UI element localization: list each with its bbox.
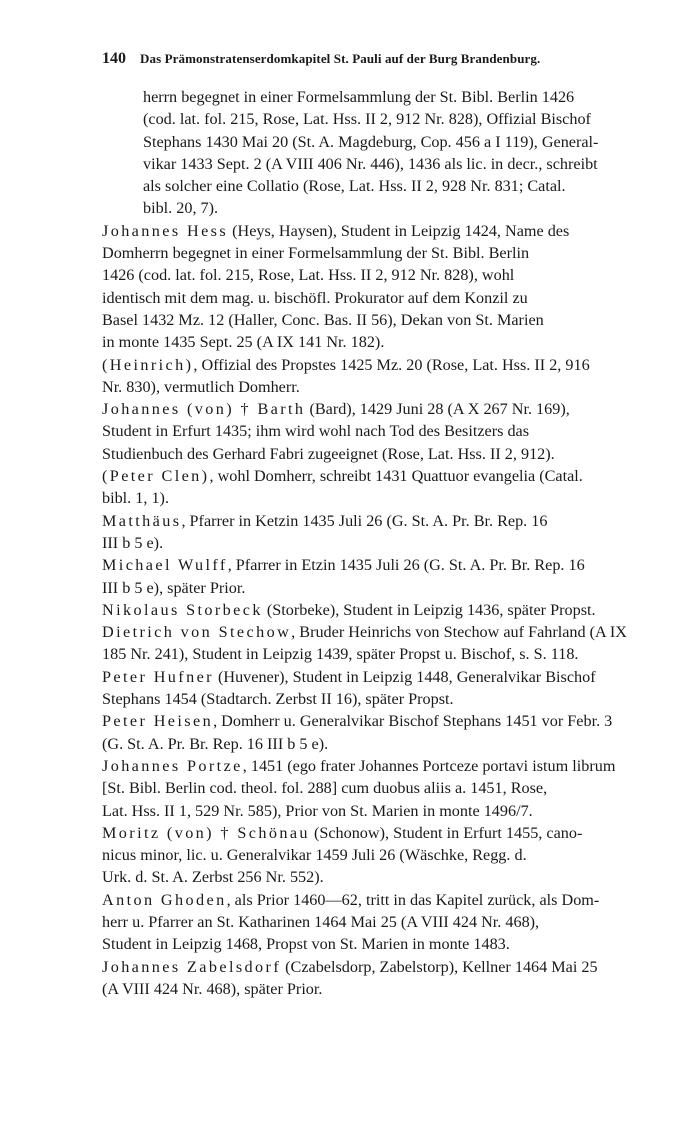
entry-name: (Peter Clen) xyxy=(102,467,210,486)
entry-johannes-portze xyxy=(102,755,665,822)
entry-line: 185 Nr. 241), Student in Leipzig 1439, später Propst u. Bischof, s. S. 118. xyxy=(102,645,579,664)
entry-peter-heisen xyxy=(102,710,665,755)
entry-continued xyxy=(102,86,665,220)
entry-line: , Pfarrer in Etzin 1435 Juli 26 (G. St. A. Pr. Br. Rep. 16 xyxy=(227,556,585,575)
entry-name: Michael Wulff xyxy=(102,556,228,575)
entry-name: Dietrich von Stechow xyxy=(102,623,292,642)
entry-johannes-barth xyxy=(102,398,665,465)
running-title: Das Prämonstratenserdomkapitel St. Pauli auf der Burg Brandenburg. xyxy=(140,51,541,66)
entry-line: III b 5 e), später Prior. xyxy=(102,578,246,597)
entry-line: Urk. d. St. A. Zerbst 256 Nr. 552). xyxy=(102,868,324,887)
entry-name: Johannes (von) † Barth xyxy=(102,400,306,419)
entry-peter-hufner xyxy=(102,666,665,711)
entry-line: (G. St. A. Pr. Br. Rep. 16 III b 5 e). xyxy=(102,734,329,753)
entry-line: 1426 (cod. lat. fol. 215, Rose, Lat. Hss. II 2, 912 Nr. 828), wohl xyxy=(102,266,515,285)
entry-line: , wohl Domherr, schreibt 1431 Quattuor evangelia (Catal. xyxy=(209,467,583,486)
entry-dietrich-von-stechow xyxy=(102,621,665,666)
entry-list xyxy=(102,86,665,1000)
page-number: 140 xyxy=(102,50,126,67)
entry-line: (Storbeke), Student in Leipzig 1436, später Propst. xyxy=(262,600,596,619)
entry-line: Stephans 1454 (Stadtarch. Zerbst II 16), später Propst. xyxy=(102,690,454,709)
entry-name: Moritz (von) † Schönau xyxy=(102,823,310,842)
entry-line: nicus minor, lic. u. Generalvikar 1459 Juli 26 (Wäschke, Regg. d. xyxy=(102,846,527,865)
entry-name: (Heinrich) xyxy=(102,355,194,374)
entry-line: (Bard), 1429 Juni 28 (A X 267 Nr. 169), xyxy=(305,400,570,419)
entry-line: in monte 1435 Sept. 25 (A IX 141 Nr. 182). xyxy=(102,333,385,352)
entry-name: Peter Heisen xyxy=(102,712,214,731)
entry-line: III b 5 e). xyxy=(102,533,164,552)
entry-line: herrn begegnet in einer Formelsammlung der St. Bibl. Berlin 1426 xyxy=(143,88,575,106)
entry-line: Student in Leipzig 1468, Propst von St. Marien in monte 1483. xyxy=(102,935,510,954)
entry-line: (Czabelsdorp, Zabelstorp), Kellner 1464 Mai 25 xyxy=(281,957,598,976)
entry-line: Domherrn begegnet in einer Formelsammlung der St. Bibl. Berlin xyxy=(102,244,530,263)
entry-line: (Schonow), Student in Erfurt 1455, cano- xyxy=(309,823,583,842)
entry-line: als solcher eine Collatio (Rose, Lat. Hss. II 2, 928 Nr. 831; Catal. xyxy=(143,177,566,196)
running-header xyxy=(102,50,662,72)
entry-line: , Offizial des Propstes 1425 Mz. 20 (Rose, Lat. Hss. II 2, 916 xyxy=(193,355,590,374)
entry-line: vikar 1433 Sept. 2 (A VIII 406 Nr. 446), 1436 als lic. in decr., schreibt xyxy=(143,154,598,173)
entry-anton-ghoden xyxy=(102,889,665,956)
entry-johannes-zabelsdorf xyxy=(102,956,665,1001)
entry-line: , als Prior 1460—62, tritt in das Kapitel zurück, als Dom- xyxy=(226,890,600,909)
entry-name: Anton Ghoden xyxy=(102,890,227,909)
entry-johannes-hess xyxy=(102,220,665,354)
entry-line: (Heys, Haysen), Student in Leipzig 1424, Name des xyxy=(228,221,570,240)
entry-line: bibl. 1, 1). xyxy=(102,489,169,508)
entry-michael-wulff xyxy=(102,554,665,599)
entry-matthaeus xyxy=(102,510,665,555)
entry-name: Peter Hufner xyxy=(102,667,214,686)
entry-line: , Bruder Heinrichs von Stechow auf Fahrland (A IX xyxy=(291,623,627,642)
entry-name: Johannes Zabelsdorf xyxy=(102,957,282,976)
entry-line: (cod. lat. fol. 215, Rose, Lat. Hss. II 2, 912 Nr. 828), Offizial Bischof xyxy=(143,110,591,129)
entry-line: Stephans 1430 Mai 20 (St. A. Magdeburg, Cop. 456 a I 119), General- xyxy=(143,132,599,151)
entry-line: (Huvener), Student in Leipzig 1448, Generalvikar Bischof xyxy=(213,667,596,686)
entry-line: , Pfarrer in Ketzin 1435 Juli 26 (G. St. A. Pr. Br. Rep. 16 xyxy=(181,511,548,530)
entry-line: Lat. Hss. II 1, 529 Nr. 585), Prior von St. Marien in monte 1496/7. xyxy=(102,801,533,820)
entry-line: Studienbuch des Gerhard Fabri zugeeignet (Rose, Lat. Hss. II 2, 912). xyxy=(102,444,555,463)
entry-line: herr u. Pfarrer an St. Katharinen 1464 Mai 25 (A VIII 424 Nr. 468), xyxy=(102,912,540,931)
entry-line: , 1451 (ego frater Johannes Portceze portavi istum librum xyxy=(242,756,616,775)
entry-name: Johannes Portze xyxy=(102,756,243,775)
entry-peter-clen xyxy=(102,465,665,510)
entry-name: Nikolaus Storbeck xyxy=(102,600,263,619)
entry-line: [St. Bibl. Berlin cod. theol. fol. 288] cum duobus aliis a. 1451, Rose, xyxy=(102,779,548,798)
entry-line: Nr. 830), vermutlich Domherr. xyxy=(102,377,300,396)
entry-line: Basel 1432 Mz. 12 (Haller, Conc. Bas. II 56), Dekan von St. Marien xyxy=(102,310,544,329)
entry-line: (A VIII 424 Nr. 468), später Prior. xyxy=(102,979,323,998)
entry-line: identisch mit dem mag. u. bischöfl. Prokurator auf dem Konzil zu xyxy=(102,288,528,307)
entry-line: Student in Erfurt 1435; ihm wird wohl nach Tod des Besitzers das xyxy=(102,422,530,441)
entry-moritz-schoenau xyxy=(102,822,665,889)
entry-nikolaus-storbeck xyxy=(102,599,665,621)
entry-line: , Domherr u. Generalvikar Bischof Stephans 1451 vor Febr. 3 xyxy=(213,712,613,731)
entry-name: Johannes Hess xyxy=(102,221,229,240)
entry-name: Matthäus xyxy=(102,511,182,530)
entry-line: bibl. 20, 7). xyxy=(143,199,219,218)
entry-heinrich xyxy=(102,354,665,399)
